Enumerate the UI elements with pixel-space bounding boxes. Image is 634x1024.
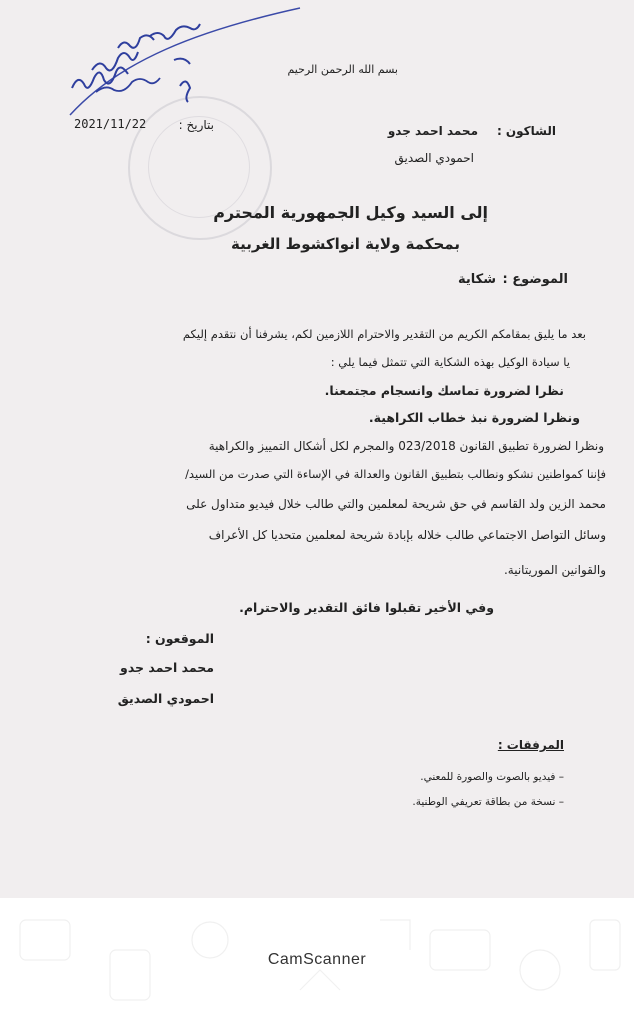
closing-line: وفي الأخير تقبلوا فائق التقدير والاحترام. xyxy=(239,600,494,615)
camscanner-brand: CamScanner xyxy=(267,951,367,968)
body-line: فإننا كمواطنين نشكو ونطالب بتطبيق القانون والعدالة في الإساءة التي صدرت من السيد/ xyxy=(185,467,606,481)
attachment-item-2: – نسخة من بطاقة تعريفي الوطنية. xyxy=(412,796,564,808)
body-line: والقوانين الموريتانية. xyxy=(503,563,606,577)
body-line: بعد ما يليق بمقامكم الكريم من التقدير والاحترام اللازمين لكم، يشرفنا أن نتقدم إليكم xyxy=(182,327,586,341)
subject-value: شكاية xyxy=(458,272,496,287)
body-line: وسائل التواصل الاجتماعي طالب خلاله بإبادة شريحة لمعلمين متحديا كل الأعراف xyxy=(208,528,606,542)
date-label: بتاريخ : xyxy=(178,118,214,132)
addressee-line-1: إلى السيد وكيل الجمهورية المحترم xyxy=(213,203,488,222)
attachment-item-1: – فيديو بالصوت والصورة للمعني. xyxy=(420,771,564,783)
body-line: محمد الزين ولد القاسم في حق شريحة لمعلمين والتي طالب خلال فيديو متداول على xyxy=(186,497,606,511)
body-line: ونظرا لضرورة تطبيق القانون 023/2018 والمجرم لكل أشكال التمييز والكراهية xyxy=(208,439,604,453)
complainants-label: الشاكون : xyxy=(496,124,556,138)
date-value: 2021/11/22 xyxy=(74,117,147,131)
signatories-label: الموقعون : xyxy=(145,631,214,646)
basmala: بسم الله الرحمن الرحيم xyxy=(287,63,398,76)
attachments-label: المرفقات : xyxy=(497,738,564,752)
complainant-name-1: محمد احمد جدو xyxy=(387,124,478,138)
subject-label: الموضوع : xyxy=(502,272,568,287)
body-point-2: ونظرا لضرورة نبذ خطاب الكراهية. xyxy=(368,410,580,425)
addressee-line-2: بمحكمة ولاية انواكشوط الغربية xyxy=(231,235,460,253)
body-point-1: نظرا لضرورة تماسك وانسجام مجتمعنا. xyxy=(324,383,564,398)
complainant-name-2: احمودي الصديق xyxy=(394,151,474,165)
body-line: يا سيادة الوكيل بهذه الشكاية التي تتمثل فيما يلي : xyxy=(330,355,570,369)
signatory-name-1: محمد احمد جدو xyxy=(120,660,214,675)
signatory-name-2: احمودي الصديق xyxy=(117,691,214,706)
